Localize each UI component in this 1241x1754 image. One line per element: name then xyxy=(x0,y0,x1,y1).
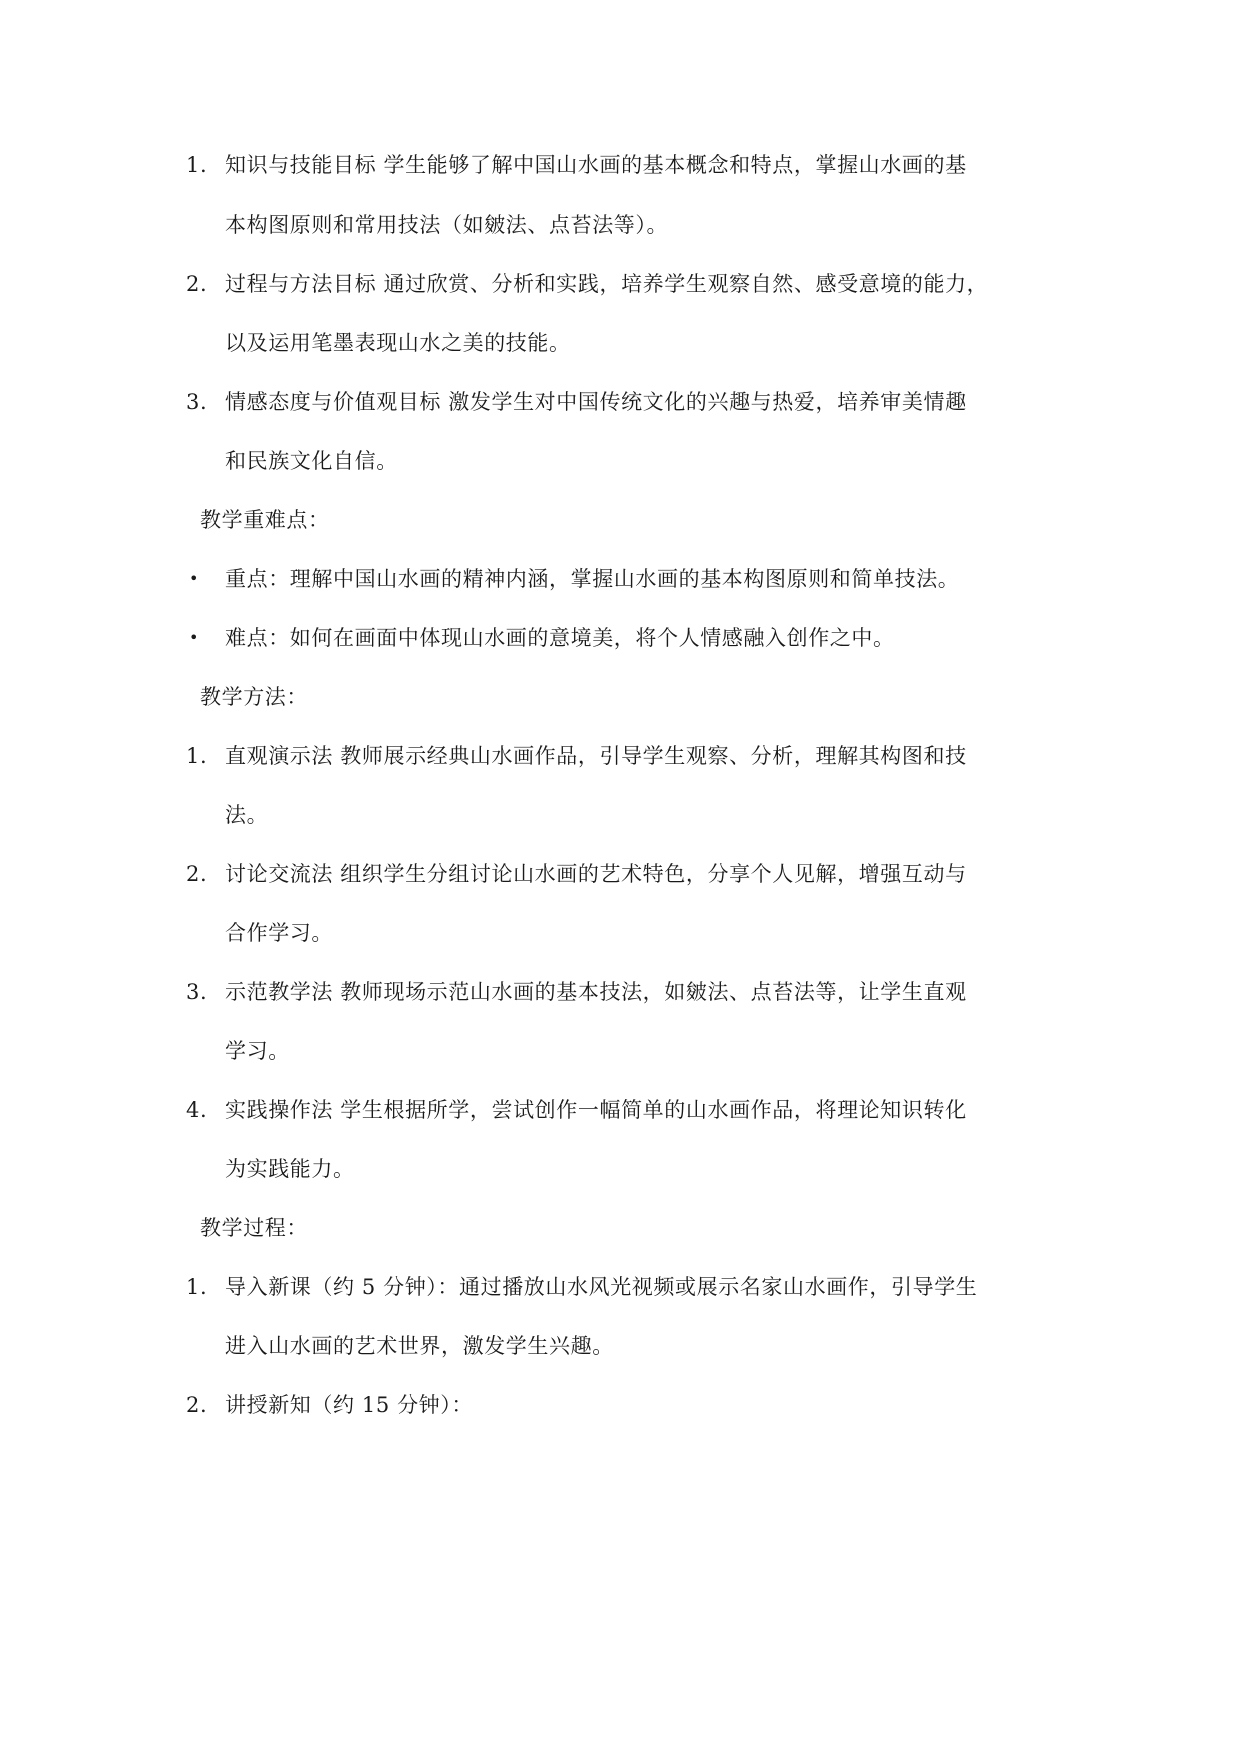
method-body-cont: 学习。 xyxy=(225,1039,290,1063)
goal-title: 情感态度与价值观目标 xyxy=(225,390,441,414)
list-number: 1. xyxy=(186,1275,208,1299)
goal-body-cont: 以及运用笔墨表现山水之美的技能。 xyxy=(225,331,571,355)
method-body: 教师展示经典山水画作品，引导学生观察、分析，理解其构图和技 xyxy=(340,744,967,768)
goal-body-cont: 和民族文化自信。 xyxy=(225,449,398,473)
process-text: 讲授新知（约 15 分钟）： xyxy=(225,1393,473,1417)
goal-title: 过程与方法目标 xyxy=(225,272,377,296)
method-text xyxy=(225,972,967,1012)
goal-text xyxy=(225,145,967,185)
bullet-icon: • xyxy=(189,569,200,588)
method-title: 实践操作法 xyxy=(225,1098,333,1122)
method-title: 讨论交流法 xyxy=(225,862,333,886)
key-point-text: 难点：如何在画面中体现山水画的意境美，将个人情感融入创作之中。 xyxy=(225,626,895,650)
method-title: 直观演示法 xyxy=(225,744,333,768)
process-text-cont: 进入山水画的艺术世界，激发学生兴趣。 xyxy=(225,1334,614,1358)
heading-text: 教学方法： xyxy=(200,685,308,709)
goal-body: 学生能够了解中国山水画的基本概念和特点，掌握山水画的基 xyxy=(383,153,967,177)
list-number: 2. xyxy=(186,1393,208,1417)
goal-body-cont: 本构图原则和常用技法（如皴法、点苔法等）。 xyxy=(225,213,669,237)
method-body: 学生根据所学，尝试创作一幅简单的山水画作品，将理论知识转化 xyxy=(340,1098,967,1122)
method-text xyxy=(225,854,967,894)
goal-title: 知识与技能目标 xyxy=(225,153,377,177)
list-number: 3. xyxy=(186,390,208,414)
list-number: 1. xyxy=(186,744,208,768)
key-point-text: 重点：理解中国山水画的精神内涵，掌握山水画的基本构图原则和简单技法。 xyxy=(225,567,960,591)
bullet-icon: • xyxy=(189,628,200,647)
process-text: 导入新课（约 5 分钟）：通过播放山水风光视频或展示名家山水画作，引导学生 xyxy=(225,1275,978,1299)
method-body-cont: 合作学习。 xyxy=(225,921,333,945)
method-text xyxy=(225,1090,967,1130)
method-body-cont: 为实践能力。 xyxy=(225,1157,355,1181)
list-number: 2. xyxy=(186,862,208,886)
method-body: 教师现场示范山水画的基本技法，如皴法、点苔法等，让学生直观 xyxy=(340,980,967,1004)
list-number: 4. xyxy=(186,1098,208,1122)
method-body: 组织学生分组讨论山水画的艺术特色，分享个人见解，增强互动与 xyxy=(340,862,967,886)
heading-text: 教学过程： xyxy=(200,1216,308,1240)
list-number: 1. xyxy=(186,153,208,177)
method-text xyxy=(225,736,967,776)
goal-body: 通过欣赏、分析和实践，培养学生观察自然、感受意境的能力， xyxy=(383,272,989,296)
method-body-cont: 法。 xyxy=(225,803,269,827)
method-title: 示范教学法 xyxy=(225,980,333,1004)
heading-text: 教学重难点： xyxy=(200,508,330,532)
list-number: 3. xyxy=(186,980,208,1004)
goal-text xyxy=(225,264,988,304)
goal-body: 激发学生对中国传统文化的兴趣与热爱，培养审美情趣 xyxy=(448,390,967,414)
goal-text xyxy=(225,382,967,422)
list-number: 2. xyxy=(186,272,208,296)
